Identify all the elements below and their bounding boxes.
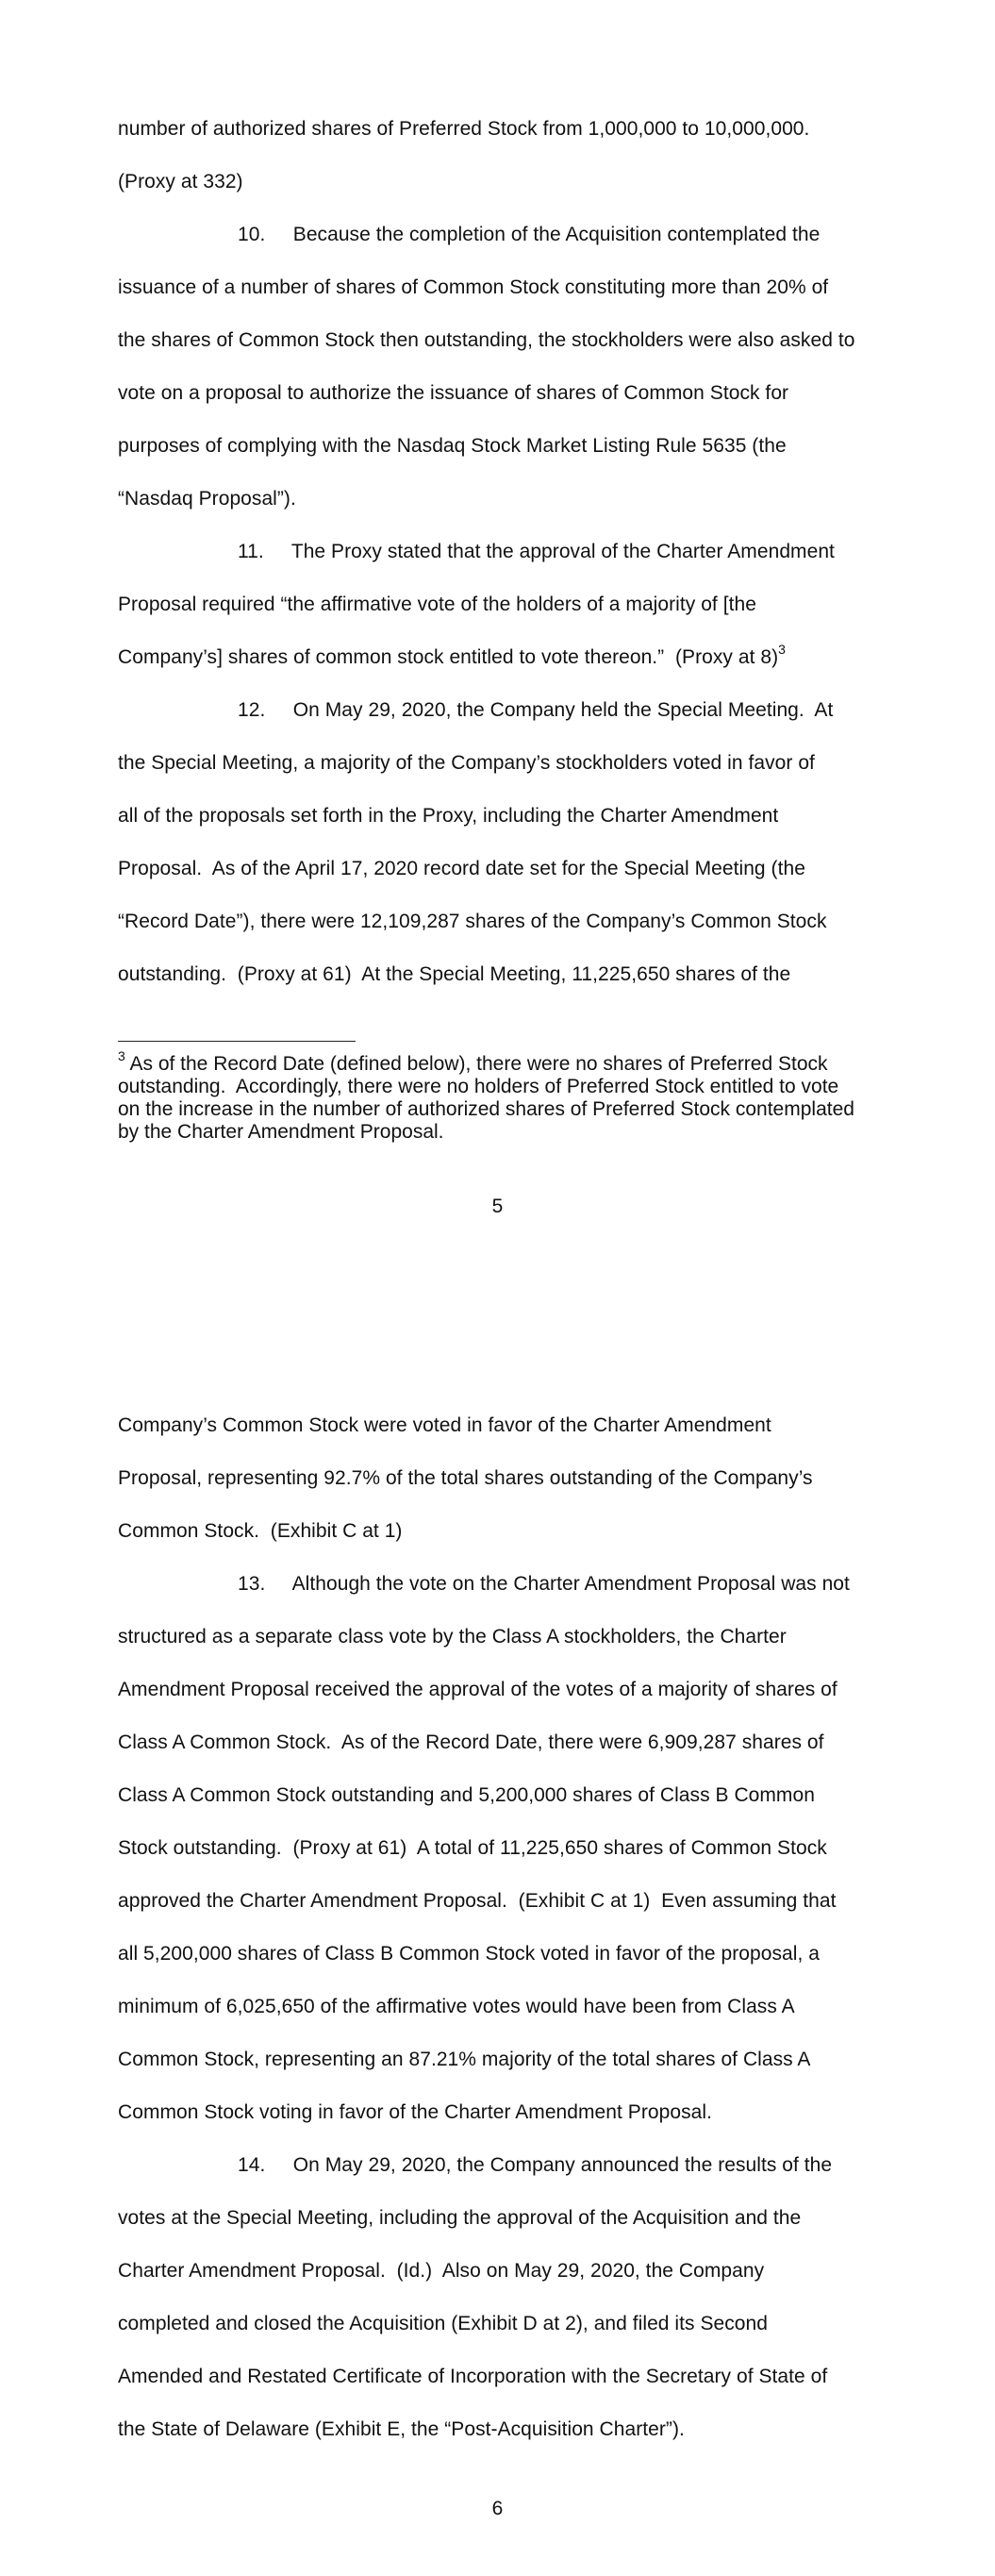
- text-line: Class A Common Stock outstanding and 5,200,000 shares of Class B Common: [118, 1784, 815, 1806]
- footnote-line: outstanding. Accordingly, there were no holders of Preferred Stock entitled to vote: [118, 1076, 839, 1097]
- text-line: Amended and Restated Certificate of Incorporation with the Secretary of State of: [118, 2366, 828, 2387]
- paragraph-13-start: 13. Although the vote on the Charter Amendment Proposal was not: [238, 1573, 850, 1595]
- text-line: completed and closed the Acquisition (Exhibit D at 2), and filed its Second: [118, 2313, 768, 2334]
- text-span: Company’s] shares of common stock entitled to vote thereon.” (Proxy at 8): [118, 646, 779, 668]
- text-line: vote on a proposal to authorize the issuance of shares of Common Stock for: [118, 382, 789, 404]
- paragraph-12-start: 12. On May 29, 2020, the Company held the Special Meeting. At: [238, 699, 834, 721]
- text-line: “Nasdaq Proposal”).: [118, 488, 296, 510]
- text-line: the Special Meeting, a majority of the Company’s stockholders voted in favor of: [118, 752, 815, 774]
- text-line: Common Stock. (Exhibit C at 1): [118, 1520, 403, 1542]
- text-line: issuance of a number of shares of Common Stock constituting more than 20% of: [118, 276, 829, 298]
- text-line-with-footnote: [118, 642, 786, 670]
- text-line: Stock outstanding. (Proxy at 61) A total of 11,225,650 shares of Common Stock: [118, 1837, 827, 1859]
- text-line: the State of Delaware (Exhibit E, the “Post-Acquisition Charter”).: [118, 2418, 685, 2440]
- text-line: number of authorized shares of Preferred Stock from 1,000,000 to 10,000,000.: [118, 118, 810, 140]
- text-line: all 5,200,000 shares of Class B Common Stock voted in favor of the proposal, a: [118, 1943, 820, 1965]
- text-line: Common Stock voting in favor of the Charter Amendment Proposal.: [118, 2101, 712, 2123]
- text-line: purposes of complying with the Nasdaq Stock Market Listing Rule 5635 (the: [118, 435, 787, 457]
- footnote-divider: [118, 1041, 356, 1042]
- text-line: Amendment Proposal received the approval of the votes of a majority of shares of: [118, 1679, 837, 1700]
- text-line: Charter Amendment Proposal. (Id.) Also on May 29, 2020, the Company: [118, 2260, 765, 2282]
- text-line: Company’s Common Stock were voted in favor of the Charter Amendment: [118, 1414, 771, 1436]
- text-line: Proposal. As of the April 17, 2020 record date set for the Special Meeting (the: [118, 858, 805, 879]
- text-line: Proposal, representing 92.7% of the total shares outstanding of the Company’s: [118, 1467, 813, 1489]
- footnote-line: by the Charter Amendment Proposal.: [118, 1121, 444, 1143]
- paragraph-14-start: 14. On May 29, 2020, the Company announced the results of the: [238, 2154, 833, 2176]
- page-5: [0, 0, 995, 1283]
- footnote-marker: 3: [118, 1048, 125, 1063]
- page-number: 5: [491, 1196, 504, 1217]
- text-line: approved the Charter Amendment Proposal. (Exhibit C at 1) Even assuming that: [118, 1890, 837, 1912]
- text-line: Class A Common Stock. As of the Record Date, there were 6,909,287 shares of: [118, 1731, 824, 1753]
- text-line: (Proxy at 332): [118, 171, 243, 192]
- footnote-line: on the increase in the number of authorized shares of Preferred Stock contemplated: [118, 1098, 854, 1120]
- text-line: all of the proposals set forth in the Proxy, including the Charter Amendment: [118, 805, 779, 827]
- paragraph-11-start: 11. The Proxy stated that the approval of the Charter Amendment: [238, 541, 835, 562]
- footnote-line: [118, 1048, 828, 1076]
- text-line: “Record Date”), there were 12,109,287 shares of the Company’s Common Stock: [118, 911, 827, 932]
- text-line: votes at the Special Meeting, including the approval of the Acquisition and the: [118, 2207, 802, 2229]
- text-line: the shares of Common Stock then outstanding, the stockholders were also asked to: [118, 329, 855, 351]
- text-line: Common Stock, representing an 87.21% majority of the total shares of Class A: [118, 2049, 811, 2070]
- text-line: outstanding. (Proxy at 61) At the Special Meeting, 11,225,650 shares of the: [118, 963, 791, 985]
- page-number: 6: [491, 2498, 504, 2519]
- footnote-reference: 3: [778, 642, 786, 657]
- page-6: [0, 1283, 995, 2576]
- paragraph-10-start: 10. Because the completion of the Acquisition contemplated the: [238, 224, 821, 245]
- text-line: Proposal required “the affirmative vote of the holders of a majority of [the: [118, 594, 756, 615]
- text-line: minimum of 6,025,650 of the affirmative votes would have been from Class A: [118, 1996, 795, 2017]
- text-line: structured as a separate class vote by the Class A stockholders, the Charter: [118, 1626, 787, 1648]
- footnote-text: As of the Record Date (defined below), there were no shares of Preferred Stock: [124, 1053, 828, 1075]
